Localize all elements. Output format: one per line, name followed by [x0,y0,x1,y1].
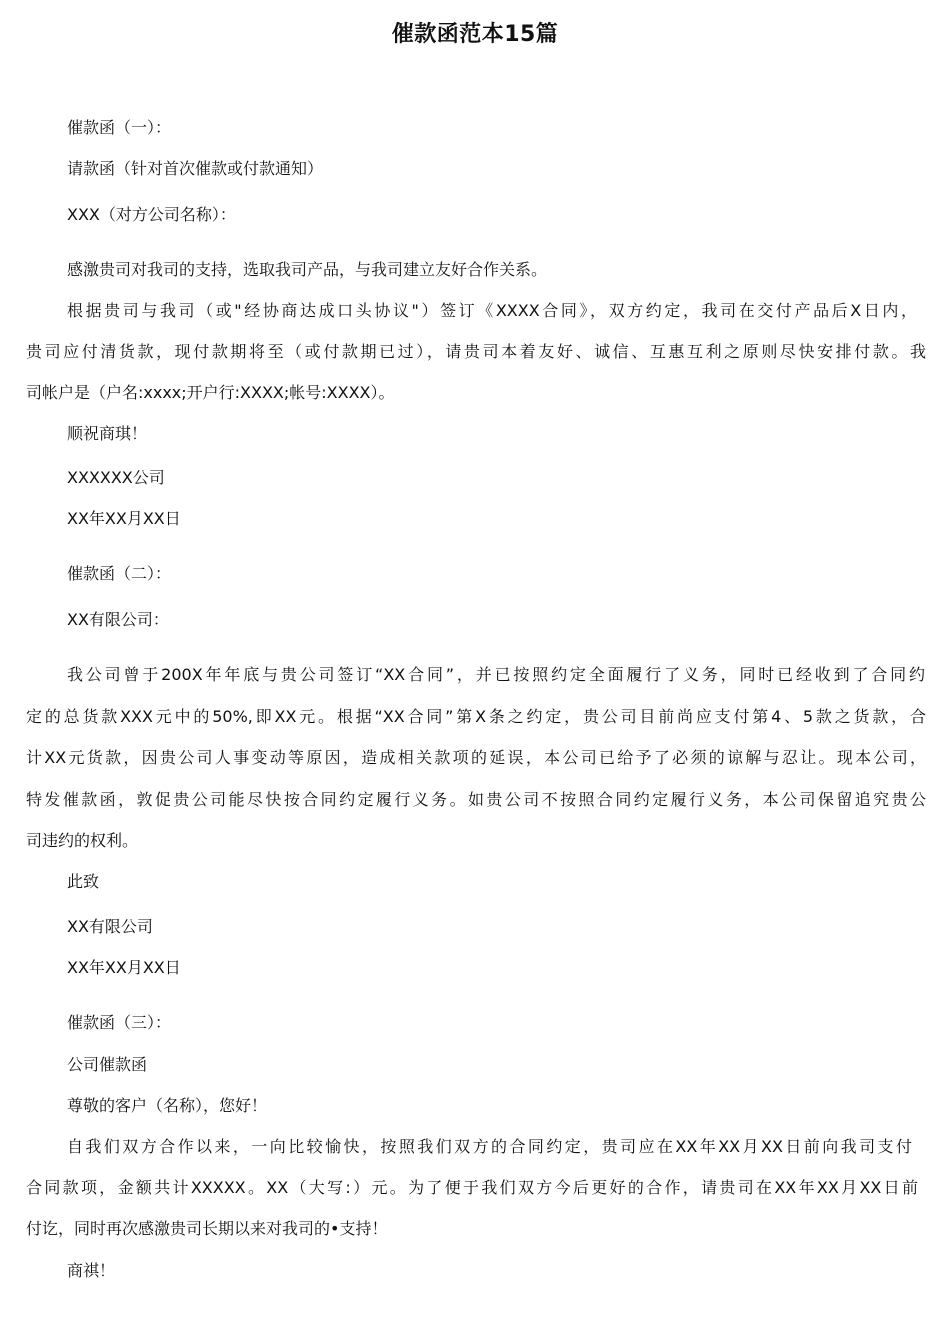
letter2-closing: 此致 [67,872,100,891]
letter2-date: XX年XX月XX日 [67,958,181,977]
letter1-paragraph2-line2: 贵司应付清货款，现付款期将至（或付款期已过），请贵司本着友好、诚信、互惠互利之原则尽快安排付款。我 [26,342,926,361]
letter3-heading: 催款函（三）： [67,1013,172,1032]
letter1-paragraph1: 感激贵司对我司的支持，选取我司产品，与我司建立友好合作关系。 [67,260,548,279]
letter3-salutation: 尊敬的客户（名称），您好！ [67,1096,268,1115]
letter3-paragraph-line2: 合同款项，金额共计XXXXX。XX（大写:）元。为了便于我们双方今后更好的合作，请贵司在XX年XX月XX日前 [26,1178,918,1197]
letter1-company: XXXXXX公司 [67,468,165,487]
letter1-subtitle: 请款函（针对首次催款或付款通知） [67,159,324,178]
letter1-salutation: XXX（对方公司名称）： [67,205,236,224]
letter2-paragraph-line2: 定的总货款XXX元中的50%,即XX元。根据“XX合同”第X条之约定，贵公司目前尚应支付第4、5款之货款，合 [26,707,926,726]
letter1-paragraph2-line3: 司帐户是（户名:xxxx;开户行:XXXX;帐号:XXXX）。 [26,383,395,402]
letter3-closing: 商祺！ [67,1261,116,1280]
letter1-date: XX年XX月XX日 [67,509,181,528]
letter1-closing: 顺祝商琪！ [67,424,148,443]
letter2-company: XX有限公司 [67,917,153,936]
letter3-paragraph-line1: 自我们双方合作以来，一向比较愉快，按照我们双方的合同约定，贵司应在XX年XX月XX日前向我司支付 [67,1137,912,1156]
letter2-paragraph-line4: 特发催款函，敦促贵公司能尽快按合同约定履行义务。如贵公司不按照合同约定履行义务，本公司保留追究贵公 [26,790,926,809]
letter2-paragraph-line1: 我公司曾于200X年年底与贵公司签订“XX合同”，并已按照约定全面履行了义务，同时已经收到了合同约 [67,665,925,684]
letter1-heading: 催款函（一）： [67,118,172,137]
letter2-salutation: XX有限公司： [67,610,169,629]
letter2-paragraph-line3: 计XX元货款，因贵公司人事变动等原因，造成相关款项的延误，本公司已给予了必须的谅解与忍让。现本公司， [26,748,926,767]
letter1-paragraph2-line1: 根据贵司与我司（或"经协商达成口头协议"）签订《XXXX合同》，双方约定，我司在交付产品后X日内， [67,301,917,320]
letter3-paragraph-line3: 付讫，同时再次感激贵司长期以来对我司的•支持！ [26,1219,388,1238]
letter3-subtitle: 公司催款函 [67,1055,148,1074]
letter2-heading: 催款函（二）： [67,564,172,583]
letter2-paragraph-line5: 司违约的权利。 [26,831,139,850]
document-title: 催款函范本15篇 [391,22,559,47]
